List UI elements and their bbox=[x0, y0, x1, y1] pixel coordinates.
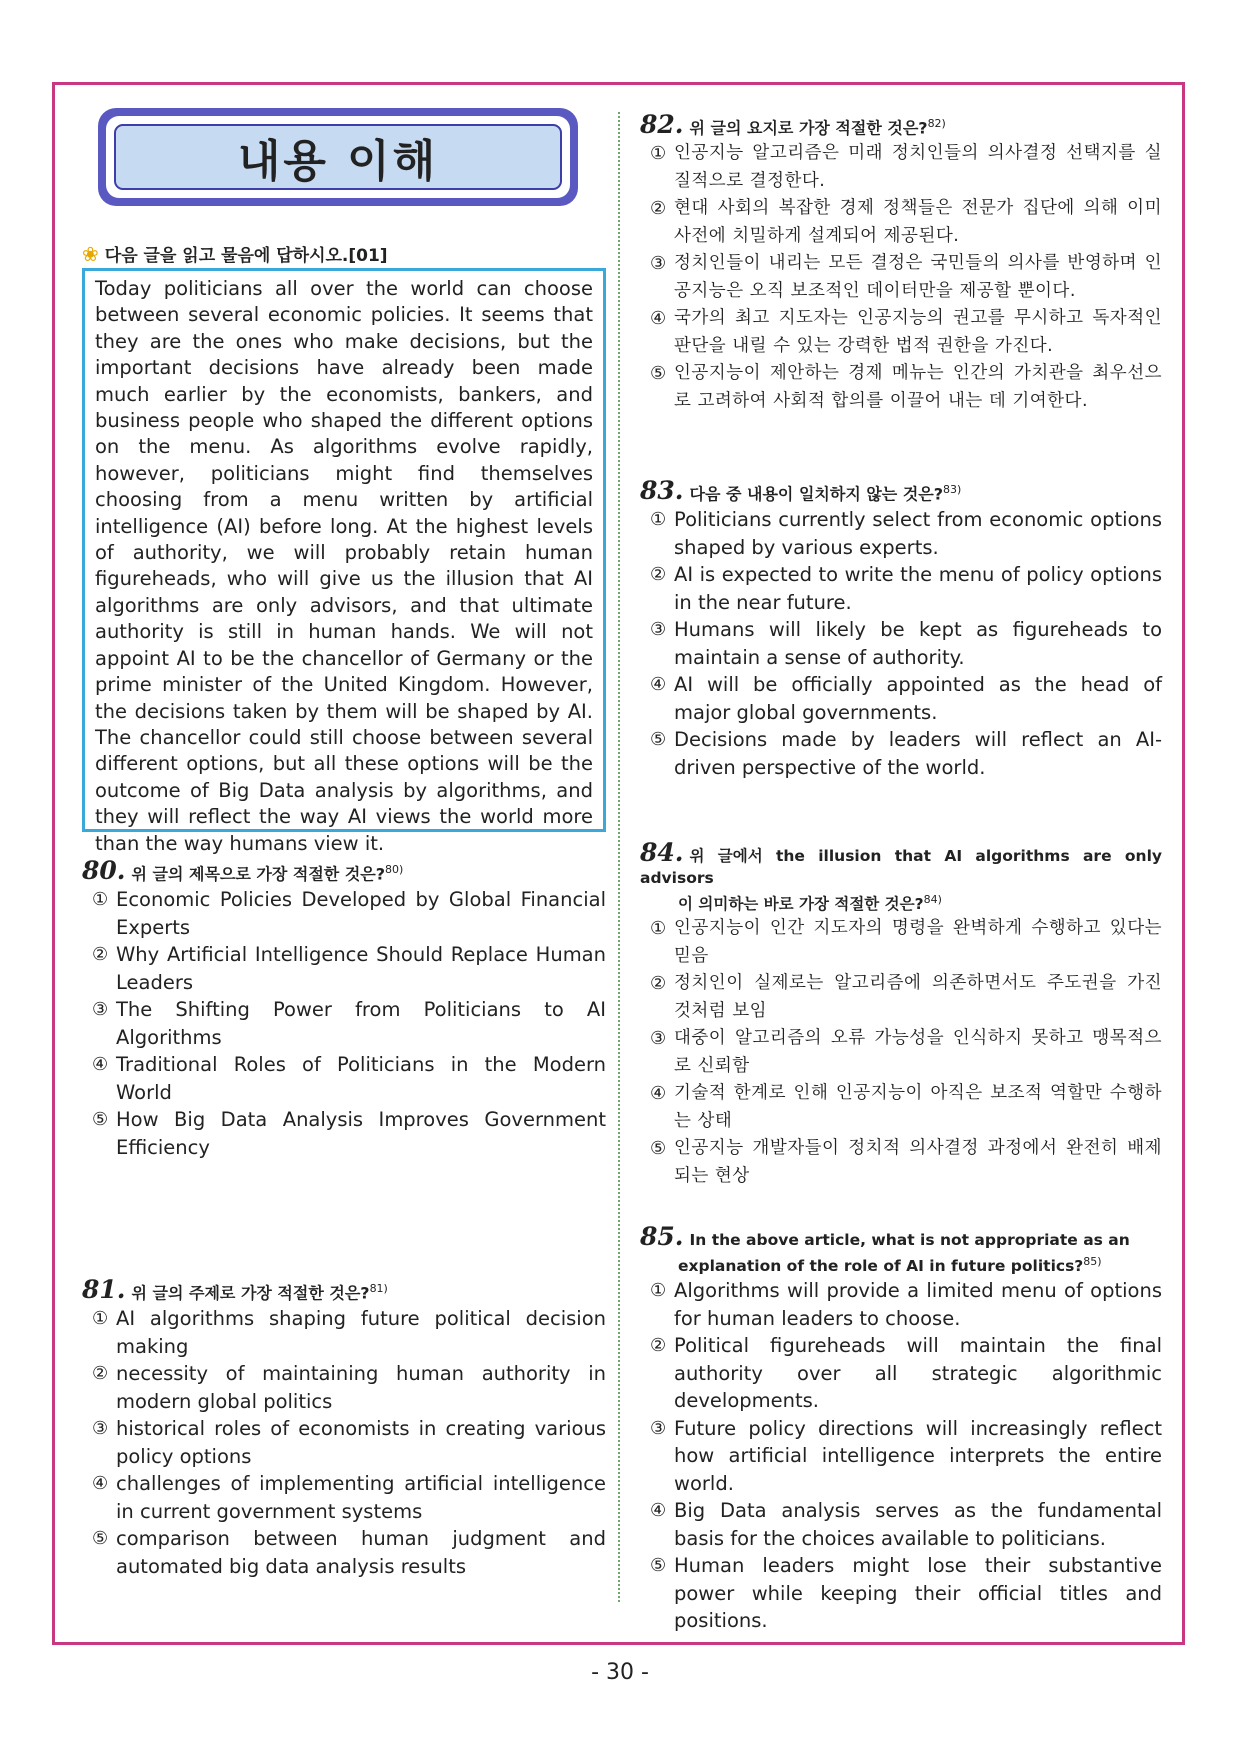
option-marker: ③ bbox=[92, 999, 109, 1021]
option-text: Politicians currently select from economic options shaped by various experts. bbox=[674, 508, 1162, 559]
answer-option bbox=[640, 195, 1162, 250]
option-text: necessity of maintaining human authority in modern global politics bbox=[116, 1362, 606, 1413]
question-stem: 80. 위 글의 제목으로 가장 적절한 것은?$^{80)}$ bbox=[82, 856, 404, 886]
option-text: Why Artificial Intelligence Should Replace Human Leaders bbox=[116, 943, 606, 994]
option-text: challenges of implementing artificial intelligence in current government systems bbox=[116, 1472, 606, 1523]
answer-option bbox=[82, 1051, 606, 1106]
option-text: How Big Data Analysis Improves Government Efficiency bbox=[116, 1108, 606, 1159]
option-marker: ④ bbox=[650, 308, 667, 330]
answer-option bbox=[640, 1135, 1162, 1190]
question-stem: 84. 위 글에서 the illusion that AI algorithms are only advisors 이 의미하는 바로 가장 적절한 것은?$^{84)}$ bbox=[640, 838, 1162, 914]
question-82 bbox=[640, 112, 1162, 415]
question-83 bbox=[640, 478, 1162, 781]
option-text: Political figureheads will maintain the final authority over all strategic algorithmic developments. bbox=[674, 1334, 1162, 1413]
answer-option bbox=[82, 1525, 606, 1580]
section-title-box bbox=[98, 108, 578, 206]
instruction bbox=[82, 241, 388, 266]
question-stem: 82. 위 글의 요지로 가장 적절한 것은?$^{82)}$ bbox=[640, 110, 946, 140]
option-marker: ④ bbox=[650, 674, 667, 696]
question-number: 82. bbox=[640, 110, 684, 140]
option-text: 정치인들이 내리는 모든 결정은 국민들의 의사를 반영하며 인공지능은 오직 보조적인 데이터만을 제공할 뿐이다. bbox=[674, 253, 1162, 301]
option-text: historical roles of economists in creating various policy options bbox=[116, 1417, 606, 1468]
answer-option bbox=[640, 915, 1162, 970]
option-marker: ④ bbox=[92, 1473, 109, 1495]
answer-option bbox=[640, 1415, 1162, 1498]
option-text: 인공지능이 인간 지도자의 명령을 완벽하게 수행하고 있다는 믿음 bbox=[674, 918, 1162, 966]
option-marker: ① bbox=[650, 509, 667, 531]
option-text: 기술적 한계로 인해 인공지능이 아직은 보조적 역할만 수행하는 상태 bbox=[674, 1083, 1162, 1131]
answer-option bbox=[82, 1415, 606, 1470]
option-text: Human leaders might lose their substantive power while keeping their official titles and positions. bbox=[674, 1554, 1162, 1633]
question-number: 81. bbox=[82, 1275, 126, 1305]
answer-option bbox=[640, 1277, 1162, 1332]
option-marker: ⑤ bbox=[650, 363, 667, 385]
answer-option bbox=[82, 1305, 606, 1360]
option-text: comparison between human judgment and automated big data analysis results bbox=[116, 1527, 606, 1578]
answer-option bbox=[82, 886, 606, 941]
option-text: Humans will likely be kept as figureheads to maintain a sense of authority. bbox=[674, 618, 1162, 669]
option-marker: ③ bbox=[92, 1418, 109, 1440]
answer-option bbox=[82, 941, 606, 996]
question-number: 84. bbox=[640, 838, 684, 867]
option-text: Traditional Roles of Politicians in the Modern World bbox=[116, 1053, 606, 1104]
question-number: 85. bbox=[640, 1222, 684, 1251]
answer-option bbox=[640, 561, 1162, 616]
option-text: 현대 사회의 복잡한 경제 정책들은 전문가 집단에 의해 이미 사전에 치밀하게 설계되어 제공된다. bbox=[674, 198, 1162, 246]
question-84 bbox=[640, 838, 1162, 1190]
option-marker: ② bbox=[650, 198, 667, 220]
option-text: Decisions made by leaders will reflect an AI-driven perspective of the world. bbox=[674, 728, 1162, 779]
answer-option bbox=[640, 250, 1162, 305]
option-marker: ① bbox=[650, 143, 667, 165]
flower-icon: ❀ bbox=[82, 241, 99, 266]
answer-option bbox=[640, 726, 1162, 781]
question-stem: 85. In the above article, what is not appropriate as an explanation of the role of AI in future politics?$^{85)}$ bbox=[640, 1222, 1130, 1276]
option-text: Future policy directions will increasingly reflect how artificial intelligence interprets the entire world. bbox=[674, 1416, 1162, 1495]
question-number: 83. bbox=[640, 476, 684, 506]
answer-option bbox=[640, 1080, 1162, 1135]
question-81 bbox=[82, 1277, 606, 1580]
option-text: 대중이 알고리즘의 오류 가능성을 인식하지 못하고 맹목적으로 신뢰함 bbox=[674, 1028, 1162, 1076]
option-text: 인공지능 개발자들이 정치적 의사결정 과정에서 완전히 배제되는 현상 bbox=[674, 1138, 1162, 1186]
option-text: 국가의 최고 지도자는 인공지능의 권고를 무시하고 독자적인 판단을 내릴 수 있는 강력한 법적 권한을 가진다. bbox=[674, 308, 1162, 356]
question-85 bbox=[640, 1222, 1162, 1635]
answer-option bbox=[82, 1470, 606, 1525]
option-marker: ④ bbox=[650, 1500, 667, 1522]
page-number: - 30 - bbox=[591, 1660, 649, 1685]
section-title: 내용 이해 bbox=[114, 124, 562, 190]
option-text: AI is expected to write the menu of policy options in the near future. bbox=[674, 563, 1162, 614]
answer-option bbox=[82, 1106, 606, 1161]
option-marker: ③ bbox=[650, 1417, 667, 1439]
answer-option bbox=[640, 616, 1162, 671]
option-marker: ① bbox=[650, 918, 667, 940]
answer-option bbox=[82, 996, 606, 1051]
question-stem: 83. 다음 중 내용이 일치하지 않는 것은?$^{83)}$ bbox=[640, 476, 962, 506]
option-marker: ④ bbox=[92, 1054, 109, 1076]
option-marker: ② bbox=[650, 1335, 667, 1357]
answer-option bbox=[640, 1497, 1162, 1552]
question-80 bbox=[82, 858, 606, 1161]
reading-passage: Today politicians all over the world can choose between several economic policies. It seems that they are the ones who make decisions, but the important decisions have already been made much earlier by the economists, bankers, and business people who shaped the different options on the menu. As algorithms evolve rapidly, however, politicians might find themselves choosing from a menu written by artificial intelligence (AI) before long. At the highest levels of authority, we will probably retain human figureheads, who will give us the illusion that AI algorithms are only advisors, and that ultimate authority is still in human hands. We will not appoint AI to be the chancellor of Germany or the prime minister of the United Kingdom. However, the decisions taken by them will be shaped by AI. The chancellor could still choose between several different options, but all these options will be the outcome of Big Data analysis by algorithms, and they will reflect the way AI views the world more than the way humans view it. bbox=[82, 268, 606, 832]
option-marker: ③ bbox=[650, 1028, 667, 1050]
option-marker: ⑤ bbox=[650, 1555, 667, 1577]
option-text: 정치인이 실제로는 알고리즘에 의존하면서도 주도권을 가진 것처럼 보임 bbox=[674, 973, 1162, 1021]
question-stem: 81. 위 글의 주제로 가장 적절한 것은?$^{81)}$ bbox=[82, 1275, 388, 1305]
answer-option bbox=[640, 1552, 1162, 1635]
option-marker: ① bbox=[92, 889, 109, 911]
option-marker: ③ bbox=[650, 619, 667, 641]
option-marker: ⑤ bbox=[92, 1528, 109, 1550]
answer-option bbox=[640, 671, 1162, 726]
option-marker: ④ bbox=[650, 1083, 667, 1105]
answer-option bbox=[640, 140, 1162, 195]
instruction-text: 다음 글을 읽고 물음에 답하시오.[01] bbox=[104, 246, 388, 266]
option-text: Economic Policies Developed by Global Financial Experts bbox=[116, 888, 606, 939]
column-divider bbox=[618, 112, 620, 1602]
option-text: AI will be officially appointed as the head of major global governments. bbox=[674, 673, 1162, 724]
option-marker: ① bbox=[92, 1308, 109, 1330]
option-marker: ⑤ bbox=[650, 729, 667, 751]
option-marker: ③ bbox=[650, 253, 667, 275]
option-marker: ① bbox=[650, 1280, 667, 1302]
option-marker: ⑤ bbox=[92, 1109, 109, 1131]
option-text: AI algorithms shaping future political decision making bbox=[116, 1307, 606, 1358]
option-marker: ② bbox=[650, 564, 667, 586]
answer-option bbox=[640, 506, 1162, 561]
answer-option bbox=[640, 970, 1162, 1025]
option-marker: ② bbox=[92, 944, 109, 966]
answer-option bbox=[640, 1332, 1162, 1415]
option-marker: ⑤ bbox=[650, 1138, 667, 1160]
question-number: 80. bbox=[82, 856, 126, 886]
option-text: The Shifting Power from Politicians to AI Algorithms bbox=[116, 998, 606, 1049]
option-marker: ② bbox=[650, 973, 667, 995]
option-marker: ② bbox=[92, 1363, 109, 1385]
option-text: 인공지능이 제안하는 경제 메뉴는 인간의 가치관을 최우선으로 고려하여 사회적 합의를 이끌어 내는 데 기여한다. bbox=[674, 363, 1162, 411]
answer-option bbox=[640, 1025, 1162, 1080]
option-text: 인공지능 알고리즘은 미래 정치인들의 의사결정 선택지를 실질적으로 결정한다. bbox=[674, 143, 1162, 191]
answer-option bbox=[640, 360, 1162, 415]
option-text: Algorithms will provide a limited menu of options for human leaders to choose. bbox=[674, 1279, 1162, 1330]
answer-option bbox=[82, 1360, 606, 1415]
option-text: Big Data analysis serves as the fundamental basis for the choices available to politicians. bbox=[674, 1499, 1162, 1550]
answer-option bbox=[640, 305, 1162, 360]
